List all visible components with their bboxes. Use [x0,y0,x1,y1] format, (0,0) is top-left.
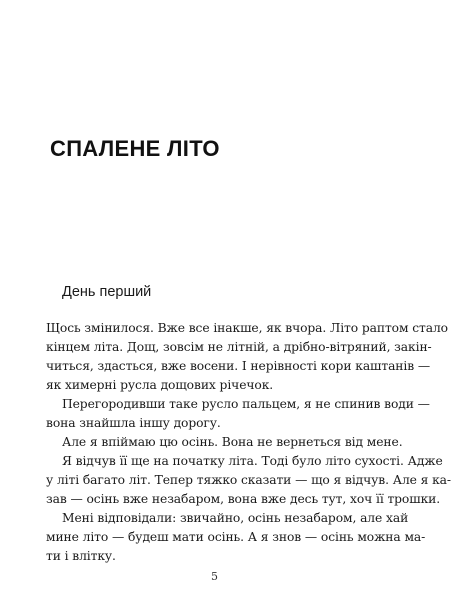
chapter-title: СПАЛЕНЕ ЛІТО [50,136,220,161]
section-heading: День перший [62,284,152,300]
text-line: Мені відповідали: звичайно, осінь незабаром, але хай [62,511,409,525]
page-number: 5 [211,570,218,583]
text-line: читься, здасться, вже восени. І нерівності кори каштанів — [46,359,431,373]
text-line: мине літо — будеш мати осінь. А я знов — осінь можна ма- [46,530,426,544]
text-line: вона знайшла іншу дорогу. [46,416,221,430]
text-line: Перегородивши таке русло пальцем, я не спинив води — [62,397,430,411]
text-line: як химерні русла дощових річечок. [46,378,274,392]
text-line: Але я впіймаю цю осінь. Вона не вернеться від мене. [62,435,403,449]
text-line: Я відчув її ще на початку літа. Тоді було літо сухості. Адже [62,454,443,468]
text-line: у літі багато літ. Тепер тяжко сказати — що я відчув. Але я ка- [46,473,451,487]
text-line: кінцем літа. Дощ, зовсім не літній, а дрібно-вітряний, закін- [46,340,432,354]
text-line: Щось змінилося. Вже все інакше, як вчора. Літо раптом стало [46,321,448,335]
body-text [46,319,451,566]
text-line: ти і влітку. [46,549,116,563]
text-line: зав — осінь вже незабаром, вона вже десь тут, хоч її трошки. [46,492,441,506]
